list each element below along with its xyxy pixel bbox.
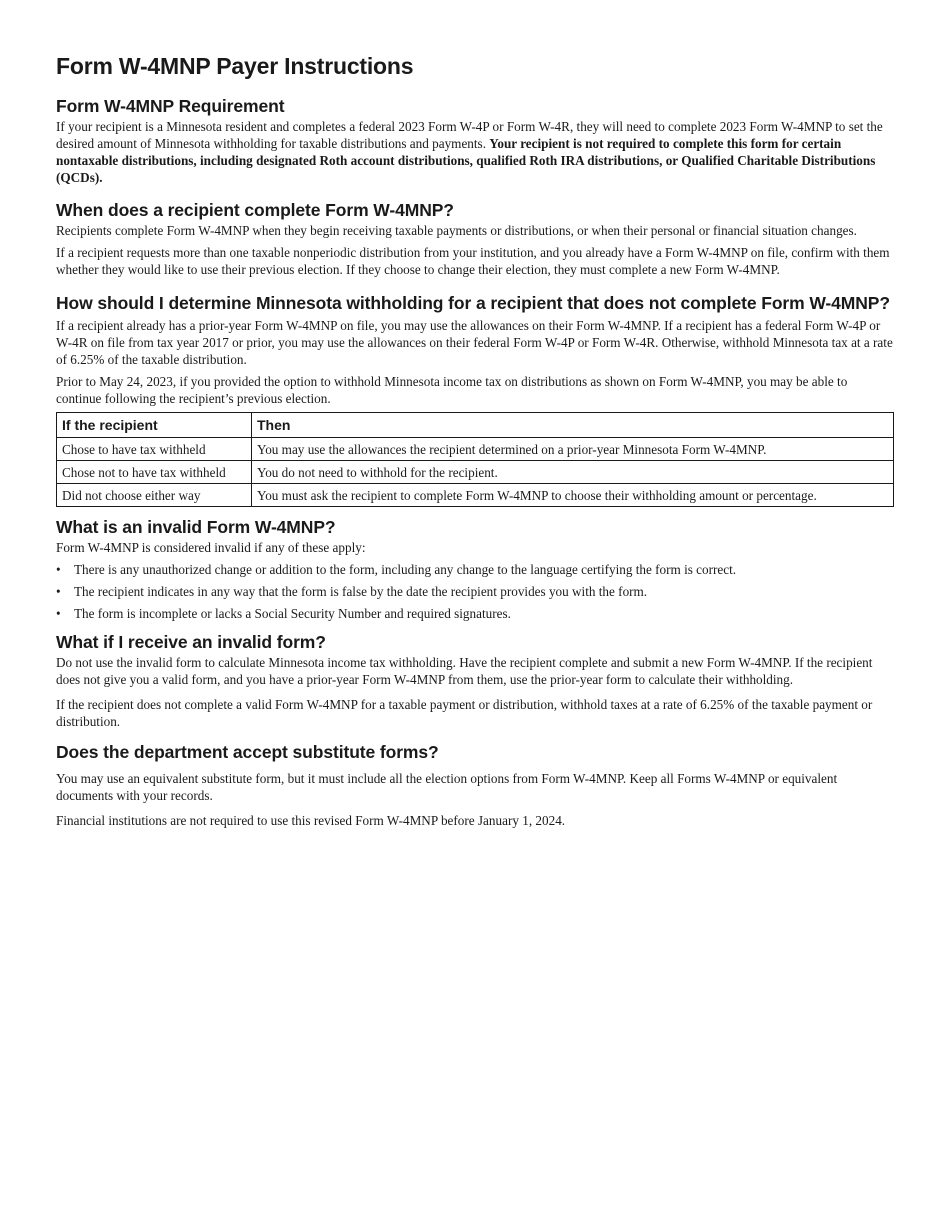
paragraph: If a recipient requests more than one taxable nonperiodic distribution from your institution, and you already have a Form W-4MNP on file, confirm with them whether they would like to use their previous election. If they choose to change their election, they must complete a new Form W-4MNP. [56,245,890,277]
section-invalid-form [56,515,894,622]
paragraph: You may use an equivalent substitute form, but it must include all the election options from Form W-4MNP. Keep all Forms W-4MNP or equivalent documents with your records. [56,771,838,803]
table-cell: You may use the allowances the recipient determined on a prior-year Minnesota Form W-4MNP. [252,438,894,461]
paragraph: Prior to May 24, 2023, if you provided the option to withhold Minnesota income tax on distributions as shown on Form W-4MNP, you may be able to continue following the recipient’s previous election. [56,374,848,406]
table-row [57,438,894,461]
list-item-text: There is any unauthorized change or addition to the form, including any change to the language certifying the form is correct. [74,562,737,577]
bullet-icon: • [56,584,61,599]
section-substitute-forms [56,740,894,829]
table-header-cell: If the recipient [57,413,252,438]
list-item-text: The recipient indicates in any way that the form is false by the date the recipient provides you with the form. [74,584,648,599]
table-header-row [57,413,894,438]
list-item [56,561,894,578]
paragraph: Recipients complete Form W-4MNP when they begin receiving taxable payments or distributions, or when their personal or financial situation changes. [56,223,857,238]
table-cell: You do not need to withhold for the recipient. [252,461,894,484]
table-cell: You must ask the recipient to complete Form W-4MNP to choose their withholding amount or percentage. [252,484,894,507]
table-row [57,484,894,507]
section-when-complete [56,198,894,278]
table-cell: Chose not to have tax withheld [57,461,252,484]
list-item [56,605,894,622]
bullet-icon: • [56,562,61,577]
list-item-text: The form is incomplete or lacks a Social Security Number and required signatures. [74,606,511,621]
requirement-text: If your recipient is a Minnesota resident and completes a federal 2023 Form W-4P or Form W-4R, they will need to complete 2023 Form W-4MNP to set the desired amount of Minnesota withholding for taxable distributions and payments. [56,119,883,151]
paragraph: If the recipient does not complete a valid Form W-4MNP for a taxable payment or distribution, withhold taxes at a rate of 6.25% of the taxable payment or distribution. [56,697,873,729]
section-heading: When does a recipient complete Form W-4MNP? [56,200,454,220]
section-heading: What is an invalid Form W-4MNP? [56,517,336,537]
table-header-cell: Then [252,413,894,438]
list-item [56,583,894,600]
invalid-conditions-list [56,561,894,622]
section-heading: Form W-4MNP Requirement [56,96,285,116]
election-table [56,412,894,507]
table-row [57,461,894,484]
requirement-bold-text: Your recipient is not required to complete this form for certain nontaxable distributions, including designated Roth account distributions, qualified Roth IRA distributions, or Qualified Charitable Distributions (QCDs). [56,136,876,185]
section-heading: How should I determine Minnesota withholding for a recipient that does not complete Form W-4MNP? [56,293,890,313]
bullet-icon: • [56,606,61,621]
paragraph: Financial institutions are not required to use this revised Form W-4MNP before January 1, 2024. [56,813,566,828]
section-heading: Does the department accept substitute forms? [56,742,439,762]
document-page [56,50,894,837]
table-cell: Chose to have tax withheld [57,438,252,461]
section-heading: What if I receive an invalid form? [56,632,326,652]
section-determine-withholding [56,290,894,507]
paragraph: Form W-4MNP is considered invalid if any of these apply: [56,540,366,555]
table-cell: Did not choose either way [57,484,252,507]
paragraph: If a recipient already has a prior-year Form W-4MNP on file, you may use the allowances on their Form W-4MNP. If a recipient has a federal Form W-4P or W-4R on file from tax year 2017 or prior, you may use the allowances on their federal Form W-4P or Form W-4R. Otherwise, withhold Minnesota tax at a rate of 6.25% of the taxable distribution. [56,318,893,367]
requirement-paragraph [56,118,894,186]
paragraph: Do not use the invalid form to calculate Minnesota income tax withholding. Have the recipient complete and submit a new Form W-4MNP. If the recipient does not give you a valid form, and you have a prior-year Form W-4MNP from them, use the prior-year form to calculate their withholding. [56,655,873,687]
page-title: Form W-4MNP Payer Instructions [56,53,414,79]
section-requirement [56,94,894,186]
section-receive-invalid [56,630,894,730]
